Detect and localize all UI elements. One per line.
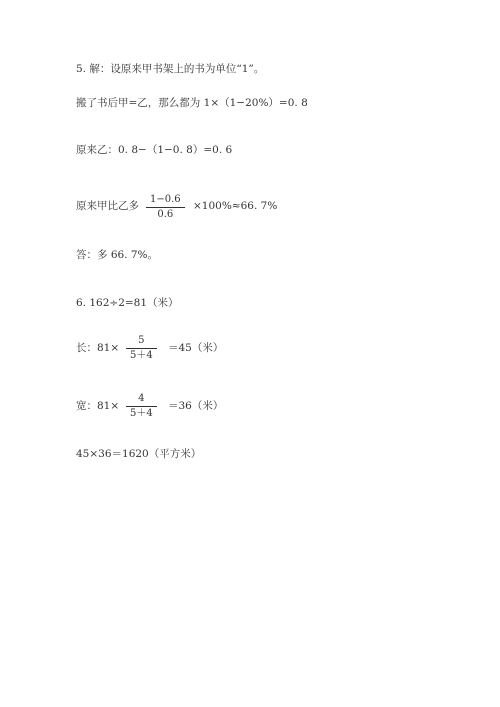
q5-intro: 5. 解：设原来甲书架上的书为单位“1”。 (76, 63, 265, 75)
q6-intro: 6. 162÷2=81（米） (76, 297, 179, 309)
q6-area: 45×36＝1620（平方米） (76, 448, 202, 460)
fraction-numerator: 1−0.6 (150, 194, 181, 205)
q5-line1: 搬了书后甲=乙，那么都为 1×（1−20%）=0. 8 (76, 97, 308, 109)
q5-answer: 答：多 66. 7%。 (76, 249, 159, 261)
q6-long-fraction (128, 335, 155, 362)
fraction-bar (146, 207, 185, 208)
q6-long-suffix: ＝45（米） (168, 342, 224, 354)
q5-fraction (148, 194, 183, 221)
q6-wide-suffix: ＝36（米） (168, 400, 224, 412)
fraction-numerator: 4 (138, 393, 145, 404)
q5-line3-suffix: ×100%≈66. 7% (193, 200, 278, 212)
fraction-denominator: 5＋4 (130, 408, 153, 419)
q6-wide-fraction (128, 393, 155, 420)
q6-long-prefix: 长：81× (76, 342, 120, 354)
fraction-bar (126, 348, 157, 349)
q6-wide-prefix: 宽：81× (76, 400, 120, 412)
fraction-denominator: 5＋4 (130, 350, 153, 361)
fraction-numerator: 5 (138, 335, 145, 346)
q5-line2: 原来乙：0. 8−（1−0. 8）=0. 6 (76, 144, 233, 156)
fraction-bar (126, 406, 157, 407)
fraction-denominator: 0.6 (157, 209, 174, 220)
q5-line3-prefix: 原来甲比乙多 (76, 200, 139, 212)
